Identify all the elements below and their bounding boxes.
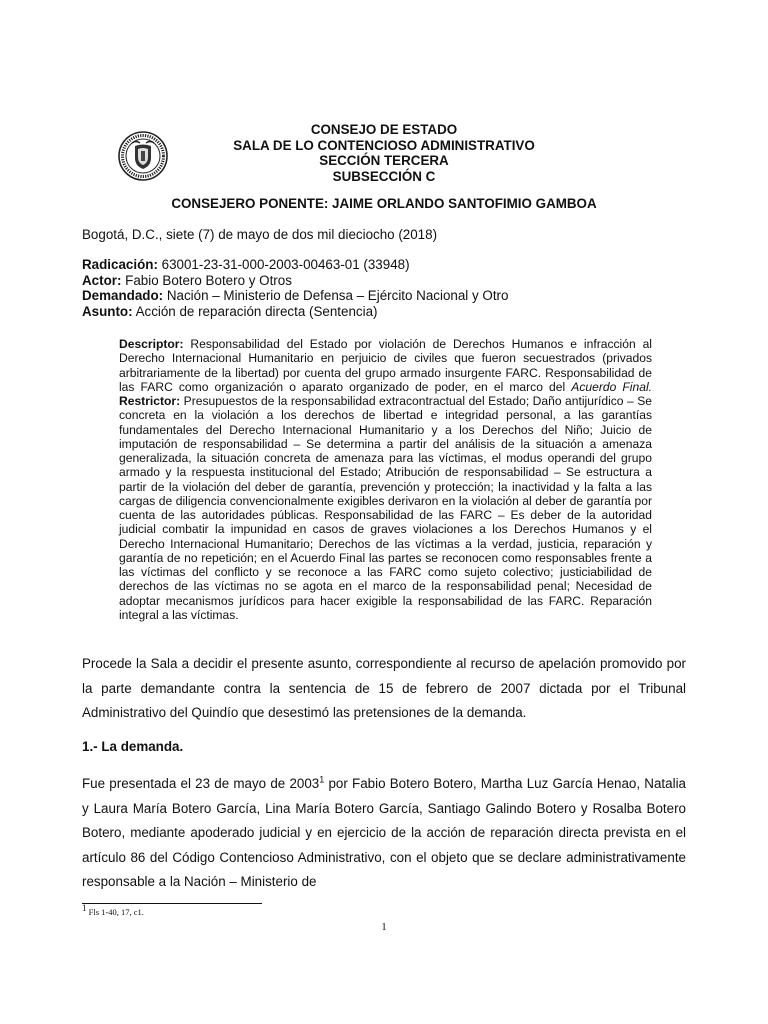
asunto-row (82, 304, 508, 320)
consejero-ponente: CONSEJERO PONENTE: JAIME ORLANDO SANTOFIMIO GAMBOA (171, 196, 597, 211)
paragraph-demanda-rest: por Fabio Botero Botero, Martha Luz García Henao, Natalia y Laura María Botero García, Lina María Botero García, Santiago Galindo Botero y Rosalba Botero Botero, mediante apoderado judicial y en ejercicio de la acción de reparación directa prevista en el artículo 86 del Código Contencioso Administrativo, con el objeto que se declare administrativamente responsable a la Nación – Ministerio de (82, 776, 686, 889)
footnote-reference[interactable]: 1 (319, 774, 325, 785)
page-number: 1 (381, 921, 387, 933)
footnote-divider (82, 903, 262, 904)
radicacion-label: Radicación: (82, 257, 158, 272)
actor-value: Fabio Botero Botero y Otros (125, 272, 292, 288)
demandado-label: Demandado: (82, 288, 164, 303)
acuerdo-final-italic: Acuerdo Final. (571, 379, 652, 394)
descriptor-block (119, 337, 652, 622)
header-line-3: SECCIÓN TERCERA (319, 153, 449, 168)
paragraph-intro: Procede la Sala a decidir el presente asunto, correspondiente al recurso de apelación promovido por la parte demandante contra la sentencia de 15 de febrero de 2007 dictada por el Tribunal Administrativo del Quindío que desestimó las pretensiones de la demanda. (82, 656, 686, 720)
radicacion-value: 63001-23-31-000-2003-00463-01 (33948) (161, 257, 410, 272)
header-line-2: SALA DE LO CONTENCIOSO ADMINISTRATIVO (233, 137, 535, 153)
header-line-4: SUBSECCIÓN C (332, 168, 436, 184)
descriptor-label: Descriptor: (119, 337, 184, 351)
footnote-text: Fls 1-40, 17, c1. (86, 907, 144, 917)
paragraph-demanda (82, 772, 686, 895)
radicacion-row (82, 257, 508, 273)
restrictor-label: Restrictor: (119, 394, 181, 408)
demandado-row (82, 288, 508, 304)
paragraph-demanda-start: Fue presentada el 23 de mayo de 2003 (82, 776, 320, 791)
actor-label: Actor: (82, 272, 122, 288)
header-line-1: CONSEJO DE ESTADO (310, 122, 458, 137)
demandado-value: Nación – Ministerio de Defensa – Ejército Nacional y Otro (166, 288, 509, 303)
section-title: 1.- La demanda. (82, 739, 184, 754)
court-header (0, 122, 768, 184)
footnote (82, 903, 144, 917)
actor-row (82, 273, 508, 289)
asunto-value: Acción de reparación directa (Sentencia) (135, 303, 378, 319)
case-metadata (82, 257, 508, 319)
restrictor-text: Presupuestos de la responsabilidad extracontractual del Estado; Daño antijurídico – Se concreta en la violación a los derechos de libertad e integridad personal, a las garantías fundamentales del Derecho Internacional Humanitario y a los Derechos del Niño; Juicio de imputación de responsabilidad – Se determina a partir del análisis de la situación a amenaza generalizada, la situación concreta de amenaza para las víctimas, el modus operandi del grupo armado y la respuesta institucional del Estado; Atribución de responsabilidad – Se estructura a partir de la violación del deber de garantía, prevención y protección; la inactividad y la falta a las cargas de diligencia convencionalmente exigibles derivaron en la violación al deber de garantía por cuenta de las autoridades públicas. Responsabilidad de las FARC – Es deber de la autoridad judicial combatir la impunidad en casos de graves violaciones a los Derechos Humanos y el Derecho Internacional Humanitario; Derechos de las víctimas a la verdad, justicia, reparación y garantía de no repetición; en el Acuerdo Final las partes se reconocen como responsables frente a las víctimas del conflicto y se reconoce a las FARC como sujeto colectivo; justiciabilidad de derechos de las víctimas no se agota en el marco de la responsabilidad penal; Necesidad de adoptar mecanismos jurídicos para hacer exigible la responsabilidad de las FARC. Reparación integral a las víctimas. (119, 394, 652, 622)
descriptor-text: Responsabilidad del Estado por violación de Derechos Humanos e infracción al Derecho Internacional Humanitario en perjuicio de civiles que fueron secuestrados (privados arbitrariamente de la libertad) por cuenta del grupo armado insurgente FARC. Responsabilidad de las FARC como organización o aparato organizado de poder, en el marco del (119, 337, 652, 394)
footnote-number: 1 (82, 903, 87, 914)
date-line: Bogotá, D.C., siete (7) de mayo de dos mil dieciocho (2018) (82, 227, 438, 242)
asunto-label: Asunto: (82, 303, 133, 319)
